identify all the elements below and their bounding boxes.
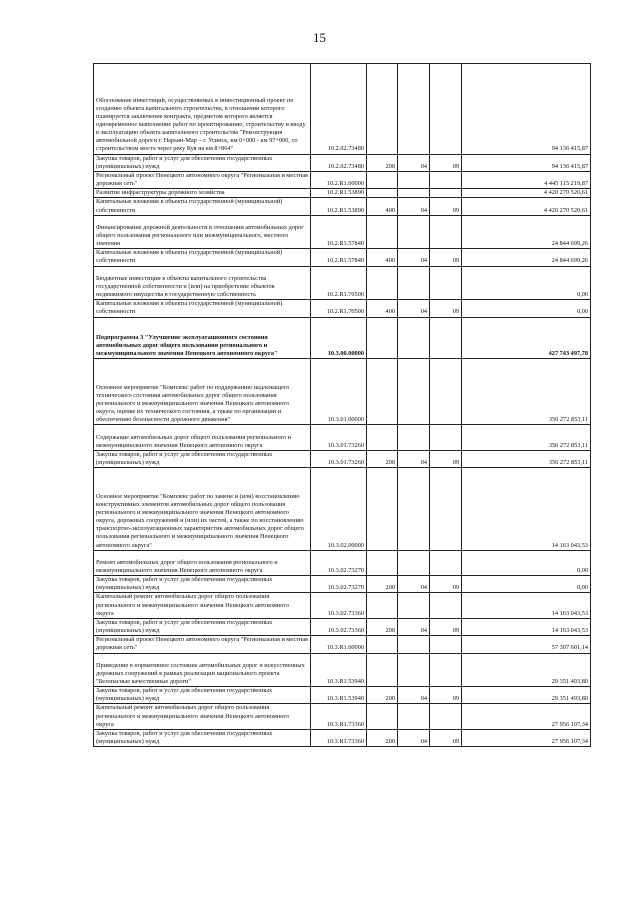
row-name-cell: Финансирование дорожной деятельности в отношении автомобильных дорог общего пользования регионального или межмуниципального, местного значения — [94, 215, 311, 249]
row-expense-type-cell: 400 — [367, 249, 398, 266]
row-subsection-cell — [430, 317, 462, 359]
row-subsection-cell: 09 — [430, 618, 462, 635]
table-row — [94, 266, 591, 300]
row-section-cell — [398, 189, 430, 198]
row-subsection-cell — [430, 189, 462, 198]
row-amount-cell: 356 272 853,11 — [462, 359, 591, 425]
table-row — [94, 636, 591, 653]
table-row — [94, 468, 591, 551]
row-section-cell — [398, 317, 430, 359]
row-code-cell: 10.3.R1.53940 — [311, 687, 367, 704]
row-name-cell: Подпрограмма 3 "Улучшение эксплуатационного состояния автомобильных дорог общего пользования регионального и межмуниципального значения Ненецкого автономного округа" — [94, 317, 311, 359]
table-row — [94, 189, 591, 198]
table-row — [94, 687, 591, 704]
row-code-cell: 10.2.02.73480 — [311, 64, 367, 155]
table-row — [94, 450, 591, 467]
row-subsection-cell — [430, 266, 462, 300]
row-code-cell: 10.3.02.00000 — [311, 468, 367, 551]
row-name-cell: Капитальный ремонт автомобильных дорог общего пользования регионального и межмуниципального значения Ненецкого автономного округа — [94, 593, 311, 618]
row-amount-cell: 29 351 493,80 — [462, 653, 591, 687]
row-subsection-cell — [430, 425, 462, 450]
row-code-cell: 10.3.02.73360 — [311, 593, 367, 618]
row-subsection-cell: 09 — [430, 249, 462, 266]
row-subsection-cell — [430, 359, 462, 425]
row-name-cell: Обоснование инвестиций, осуществляемых в инвестиционный проект по созданию объекта капитального строительства, в отношении которого планируется заключение контракта, предметом которого является одновременное выполнение работ по проектированию, строительству и вводу в эксплуатацию объекта капитального строительства "Реконструкция автомобильной дороги г. Нарьян-Мар – г. Усинск, км 0+000 - км 97+000, со строительством моста через реку Куя на км 8+864" — [94, 64, 311, 155]
row-section-cell: 04 — [398, 687, 430, 704]
table-row — [94, 729, 591, 746]
table-row — [94, 618, 591, 635]
row-expense-type-cell: 200 — [367, 687, 398, 704]
row-name-cell: Капитальные вложения в объекты государственной (муниципальной) собственности — [94, 198, 311, 215]
table-row — [94, 171, 591, 188]
row-expense-type-cell: 400 — [367, 300, 398, 317]
row-amount-cell: 27 956 107,34 — [462, 729, 591, 746]
row-expense-type-cell — [367, 636, 398, 653]
row-name-cell: Капитальные вложения в объекты государственной (муниципальной) собственности — [94, 249, 311, 266]
row-code-cell: 10.3.R1.73360 — [311, 704, 367, 729]
row-section-cell: 04 — [398, 300, 430, 317]
row-code-cell: 10.3.R1.73360 — [311, 729, 367, 746]
row-name-cell: Региональный проект Ненецкого автономного округа "Региональная и местная дорожная сеть" — [94, 636, 311, 653]
row-amount-cell: 427 743 497,78 — [462, 317, 591, 359]
row-amount-cell: 356 272 853,11 — [462, 425, 591, 450]
row-expense-type-cell — [367, 266, 398, 300]
row-expense-type-cell: 200 — [367, 154, 398, 171]
row-section-cell — [398, 171, 430, 188]
row-expense-type-cell — [367, 653, 398, 687]
row-expense-type-cell: 200 — [367, 576, 398, 593]
row-expense-type-cell — [367, 425, 398, 450]
table-row — [94, 249, 591, 266]
row-section-cell: 04 — [398, 450, 430, 467]
row-code-cell: 10.3.R1.53940 — [311, 653, 367, 687]
row-subsection-cell — [430, 636, 462, 653]
row-section-cell — [398, 359, 430, 425]
row-code-cell: 10.3.02.73360 — [311, 618, 367, 635]
row-amount-cell: 0,00 — [462, 266, 591, 300]
row-name-cell: Ремонт автомобильных дорог общего пользования регионального и межмуниципального значения Ненецкого автономного округа — [94, 550, 311, 575]
row-code-cell: 10.3.01.73260 — [311, 450, 367, 467]
row-amount-cell: 0,00 — [462, 550, 591, 575]
table-row — [94, 425, 591, 450]
row-amount-cell: 24 844 699,26 — [462, 215, 591, 249]
row-expense-type-cell — [367, 215, 398, 249]
budget-table — [93, 63, 591, 747]
row-name-cell: Содержание автомобильных дорог общего пользования регионального и межмуниципального значения Ненецкого автономного округа — [94, 425, 311, 450]
row-amount-cell: 94 136 415,87 — [462, 64, 591, 155]
row-section-cell — [398, 704, 430, 729]
row-subsection-cell: 09 — [430, 154, 462, 171]
row-expense-type-cell: 200 — [367, 450, 398, 467]
row-subsection-cell — [430, 468, 462, 551]
row-name-cell: Капитальный ремонт автомобильных дорог общего пользования регионального и межмуниципального значения Ненецкого автономного округа — [94, 704, 311, 729]
row-name-cell: Развитие инфраструктуры дорожного хозяйства — [94, 189, 311, 198]
row-code-cell: 10.3.R1.00000 — [311, 636, 367, 653]
table-row — [94, 64, 591, 155]
table-row — [94, 593, 591, 618]
row-name-cell: Основное мероприятие "Комплекс работ по замене и (или) восстановлению конструктивных элементов автомобильных дорог общего пользования регионального и межмуниципального значения Ненецкого автономного округа, дорожных сооружений и (или) их частей, а также по восстановлению транспортно-эксплуатационных характеристик автомобильных дорог общего пользования регионального и межмуниципального значения Ненецкого автономного округа" — [94, 468, 311, 551]
row-section-cell — [398, 550, 430, 575]
row-expense-type-cell — [367, 189, 398, 198]
table-row — [94, 317, 591, 359]
row-section-cell — [398, 468, 430, 551]
row-subsection-cell — [430, 171, 462, 188]
table-row — [94, 550, 591, 575]
row-subsection-cell — [430, 653, 462, 687]
row-code-cell: 10.2.02.73480 — [311, 154, 367, 171]
row-code-cell: 10.2.R1.57840 — [311, 215, 367, 249]
row-code-cell: 10.3.01.73260 — [311, 425, 367, 450]
table-row — [94, 704, 591, 729]
row-section-cell — [398, 593, 430, 618]
row-expense-type-cell: 200 — [367, 618, 398, 635]
table-row — [94, 359, 591, 425]
budget-table-body — [94, 64, 591, 747]
row-amount-cell: 24 844 699,26 — [462, 249, 591, 266]
row-subsection-cell — [430, 593, 462, 618]
row-code-cell: 10.2.R1.70500 — [311, 266, 367, 300]
row-name-cell: Закупка товаров, работ и услуг для обеспечения государственных (муниципальных) нужд — [94, 729, 311, 746]
row-section-cell — [398, 64, 430, 155]
row-expense-type-cell — [367, 550, 398, 575]
row-subsection-cell — [430, 704, 462, 729]
row-code-cell: 10.2.R1.53890 — [311, 189, 367, 198]
row-subsection-cell — [430, 64, 462, 155]
row-name-cell: Закупка товаров, работ и услуг для обеспечения государственных (муниципальных) нужд — [94, 687, 311, 704]
row-name-cell: Основное мероприятие "Комплекс работ по поддержанию надлежащего технического состояния автомобильных дорог общего пользования регионального и межмуниципального значения Ненецкого автономного округа, оценке их технического состояния, а также по организации и обеспечению безопасности дорожного движения" — [94, 359, 311, 425]
row-section-cell: 04 — [398, 729, 430, 746]
row-subsection-cell: 09 — [430, 729, 462, 746]
row-code-cell: 10.3.02.73270 — [311, 576, 367, 593]
row-code-cell: 10.3.01.00000 — [311, 359, 367, 425]
row-expense-type-cell — [367, 704, 398, 729]
row-amount-cell: 94 136 415,87 — [462, 154, 591, 171]
row-section-cell — [398, 425, 430, 450]
row-name-cell: Региональный проект Ненецкого автономного округа "Региональная и местная дорожная сеть" — [94, 171, 311, 188]
row-code-cell: 10.3.00.00000 — [311, 317, 367, 359]
row-amount-cell: 14 163 043,53 — [462, 618, 591, 635]
table-row — [94, 198, 591, 215]
row-expense-type-cell: 200 — [367, 729, 398, 746]
row-section-cell: 04 — [398, 154, 430, 171]
row-expense-type-cell — [367, 593, 398, 618]
row-subsection-cell: 09 — [430, 300, 462, 317]
table-row — [94, 653, 591, 687]
row-amount-cell: 14 163 043,53 — [462, 468, 591, 551]
row-amount-cell: 4 420 270 520,61 — [462, 198, 591, 215]
row-section-cell: 04 — [398, 198, 430, 215]
row-expense-type-cell — [367, 64, 398, 155]
row-amount-cell: 356 272 853,11 — [462, 450, 591, 467]
row-subsection-cell: 09 — [430, 687, 462, 704]
row-section-cell: 04 — [398, 249, 430, 266]
row-section-cell — [398, 266, 430, 300]
row-amount-cell: 27 956 107,34 — [462, 704, 591, 729]
row-expense-type-cell — [367, 468, 398, 551]
row-amount-cell: 0,00 — [462, 300, 591, 317]
table-row — [94, 300, 591, 317]
row-expense-type-cell — [367, 359, 398, 425]
row-amount-cell: 0,00 — [462, 576, 591, 593]
row-expense-type-cell — [367, 171, 398, 188]
row-section-cell — [398, 215, 430, 249]
row-section-cell: 04 — [398, 576, 430, 593]
row-name-cell: Закупка товаров, работ и услуг для обеспечения государственных (муниципальных) нужд — [94, 154, 311, 171]
table-row — [94, 154, 591, 171]
page-number: 15 — [313, 30, 326, 45]
row-code-cell: 10.3.02.73270 — [311, 550, 367, 575]
row-section-cell — [398, 636, 430, 653]
table-row — [94, 215, 591, 249]
row-name-cell: Закупка товаров, работ и услуг для обеспечения государственных (муниципальных) нужд — [94, 576, 311, 593]
row-amount-cell: 14 163 043,53 — [462, 593, 591, 618]
row-code-cell: 10.2.R1.53890 — [311, 198, 367, 215]
row-name-cell: Закупка товаров, работ и услуг для обеспечения государственных (муниципальных) нужд — [94, 450, 311, 467]
row-name-cell: Закупка товаров, работ и услуг для обеспечения государственных (муниципальных) нужд — [94, 618, 311, 635]
row-amount-cell: 4 420 270 520,61 — [462, 189, 591, 198]
row-code-cell: 10.2.R1.57840 — [311, 249, 367, 266]
row-section-cell: 04 — [398, 618, 430, 635]
row-amount-cell: 4 445 115 219,87 — [462, 171, 591, 188]
row-name-cell: Приведение в нормативное состояние автомобильных дорог и искусственных дорожных сооружений в рамках реализации национального проекта "Безопасные качественные дороги" — [94, 653, 311, 687]
row-expense-type-cell — [367, 317, 398, 359]
row-code-cell: 10.2.R1.00000 — [311, 171, 367, 188]
row-amount-cell: 57 307 601,14 — [462, 636, 591, 653]
row-amount-cell: 29 351 493,80 — [462, 687, 591, 704]
table-row — [94, 576, 591, 593]
row-subsection-cell — [430, 550, 462, 575]
row-name-cell: Бюджетные инвестиции в объекты капитального строительства государственной собственности и (или) на приобретение объектов недвижимого имущества в государственную собственность — [94, 266, 311, 300]
row-section-cell — [398, 653, 430, 687]
row-subsection-cell: 09 — [430, 576, 462, 593]
row-subsection-cell: 09 — [430, 450, 462, 467]
row-name-cell: Капитальные вложения в объекты государственной (муниципальной) собственности — [94, 300, 311, 317]
row-code-cell: 10.2.R1.70500 — [311, 300, 367, 317]
row-subsection-cell: 09 — [430, 198, 462, 215]
row-expense-type-cell: 400 — [367, 198, 398, 215]
row-subsection-cell — [430, 215, 462, 249]
